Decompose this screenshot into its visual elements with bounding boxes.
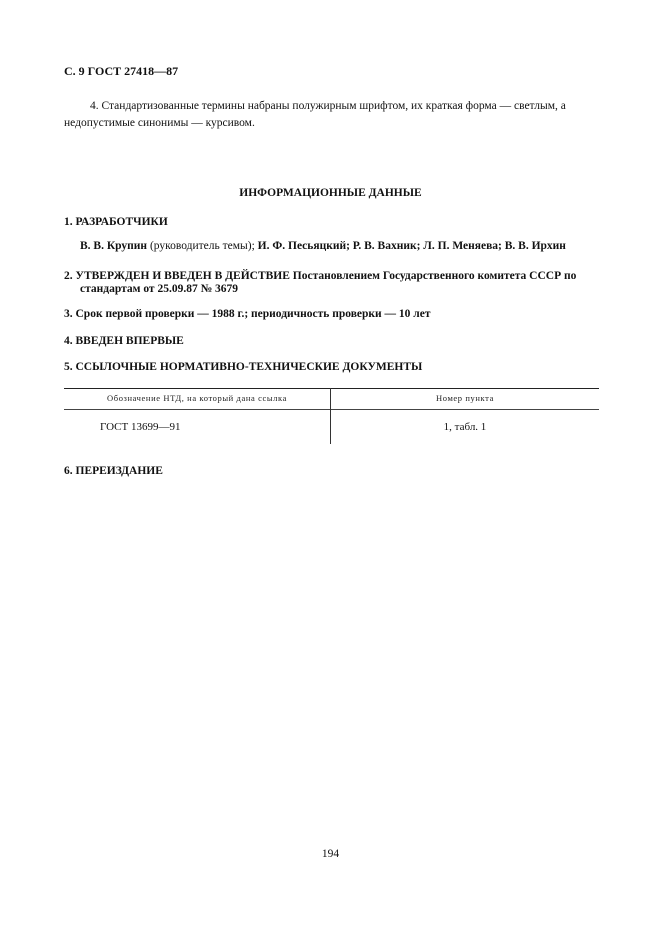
reissue-heading: 6. ПЕРЕИЗДАНИЕ: [64, 465, 163, 477]
table-top-rule: [64, 388, 599, 389]
section-title: ИНФОРМАЦИОННЫЕ ДАННЫЕ: [239, 187, 422, 199]
table-header-document: Обозначение НТД, на который дана ссылка: [107, 393, 287, 403]
page-number: 194: [321, 848, 340, 860]
lead-developer-role: (руководитель темы);: [147, 240, 258, 252]
table-header-clause: Номер пункта: [436, 393, 494, 403]
approval-line-2: стандартам от 25.09.87 № 3679: [80, 283, 239, 295]
approval-line-1: 2. УТВЕРЖДЕН И ВВЕДЕН В ДЕЙСТВИЕ Постановлением Государственного комитета СССР по: [64, 270, 577, 282]
table-cell-clause: 1, табл. 1: [443, 421, 487, 433]
other-developers: И. Ф. Песьяцкий; Р. В. Вахник; Л. П. Меняева; В. В. Ирхин: [257, 240, 566, 252]
table-cell-document: ГОСТ 13699—91: [100, 421, 181, 433]
table-header-rule: [64, 409, 599, 410]
lead-developer-name: В. В. Крупин: [80, 240, 148, 252]
reference-docs-heading: 5. ССЫЛОЧНЫЕ НОРМАТИВНО-ТЕХНИЧЕСКИЕ ДОКУМЕНТЫ: [64, 361, 423, 373]
page-header: С. 9 ГОСТ 27418—87: [64, 64, 179, 78]
developers-list: [80, 240, 566, 252]
note-paragraph: 4. Стандартизованные термины набраны полужирным шрифтом, их краткая форма — светлым, а недопустимые синонимы — курсивом.: [64, 100, 566, 129]
review-period: 3. Срок первой проверки — 1988 г.; периодичность проверки — 10 лет: [64, 308, 431, 320]
introduced-first: 4. ВВЕДЕН ВПЕРВЫЕ: [64, 335, 184, 347]
developers-heading: 1. РАЗРАБОТЧИКИ: [64, 216, 168, 228]
reference-table: [64, 388, 599, 444]
